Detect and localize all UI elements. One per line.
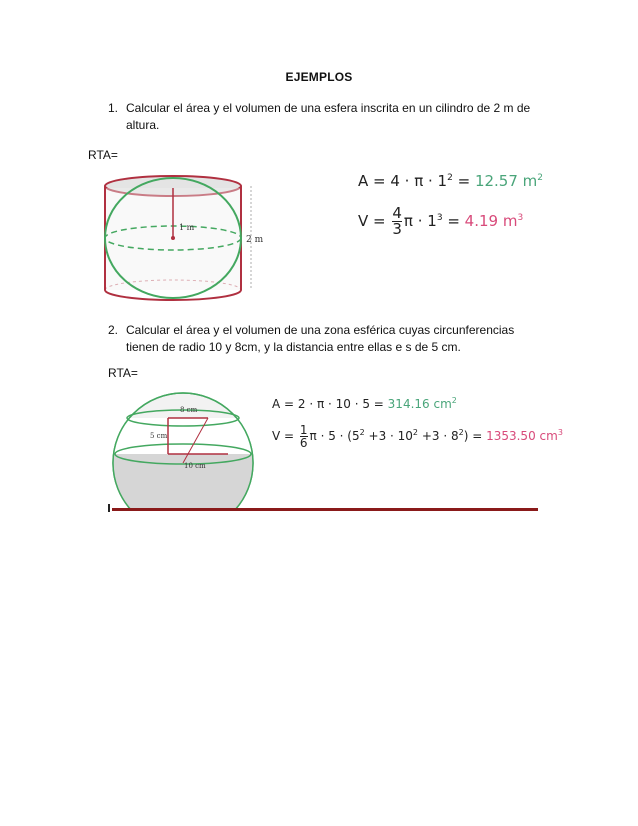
volume2-part4: ) =	[463, 429, 487, 443]
example-1-rta: RTA=	[88, 148, 118, 162]
example-2-rta: RTA=	[108, 366, 138, 380]
center-point	[171, 236, 175, 240]
example-2-area-formula	[272, 396, 457, 411]
zone-height-label: 5 cm	[150, 432, 168, 440]
footer-divider	[112, 508, 538, 511]
area2-formula-lhs: A = 2 · π · 10 · 5 =	[272, 397, 388, 411]
volume2-fraction	[300, 424, 308, 449]
volume-formula-exp: 3	[436, 213, 443, 223]
example-1-text	[126, 100, 576, 134]
area2-formula-result: 314.16 cm	[387, 397, 452, 411]
volume2-formula-lhs: V =	[272, 429, 298, 443]
volume-fraction-den: 3	[392, 220, 402, 238]
footer-tick	[108, 504, 110, 512]
volume-formula-result-exp: 3	[517, 213, 524, 223]
volume2-fraction-num: 1	[299, 423, 308, 437]
example-1-text-line1: Calcular el área y el volumen de una esfera inscrita en un cilindro de 2 m de	[126, 101, 531, 115]
example-1-area-formula	[358, 172, 543, 190]
area2-formula-result-exp: 2	[451, 396, 457, 405]
spherical-zone-figure	[108, 388, 258, 510]
example-2-volume-formula	[272, 424, 563, 449]
volume-formula-lhs: V =	[358, 212, 391, 230]
area-formula-exp: 2	[447, 173, 453, 183]
volume2-part3: +3 · 8	[418, 429, 459, 443]
area-formula-result-exp: 2	[537, 173, 543, 183]
volume2-formula-mid: π · 5 · (5	[309, 429, 360, 443]
example-2-text-line1: Calcular el área y el volumen de una zona esférica cuyas circunferencias	[126, 323, 515, 337]
volume-formula-mid: π · 1	[403, 212, 437, 230]
example-2-text-line2: tienen de radio 10 y 8cm, y la distancia entre ellas e s de 5 cm.	[126, 340, 461, 354]
example-1-text-line2: altura.	[126, 118, 160, 132]
page-heading: EJEMPLOS	[285, 70, 353, 84]
example-2-number: 2.	[108, 323, 119, 337]
area-formula-result: 12.57 m	[474, 172, 538, 190]
volume2-exp2: 2	[412, 428, 419, 437]
cylinder-sphere-figure	[88, 168, 288, 308]
volume-fraction	[392, 206, 402, 237]
volume-formula-eq: =	[442, 212, 465, 230]
bottom-radius-label: 10 cm	[184, 462, 206, 470]
radius-label: 1 m	[179, 223, 195, 232]
volume-formula-result: 4.19 m	[464, 212, 518, 230]
volume2-exp3: 2	[458, 428, 464, 437]
top-radius-label: 8 cm	[180, 406, 198, 414]
example-2-text	[126, 322, 576, 356]
volume2-formula-result: 1353.50 cm	[486, 429, 558, 443]
volume2-fraction-den: 6	[299, 436, 308, 450]
volume2-formula-result-exp: 3	[557, 428, 563, 437]
volume-fraction-num: 4	[392, 204, 402, 222]
example-1-volume-formula	[358, 206, 523, 237]
area-formula-lhs: A = 4 · π · 1	[358, 172, 448, 190]
area-formula-eq: =	[452, 172, 475, 190]
volume2-exp1: 2	[359, 428, 365, 437]
height-label: 2 m	[246, 235, 264, 245]
volume2-part2: +3 · 10	[364, 429, 413, 443]
example-1-number: 1.	[108, 101, 119, 115]
